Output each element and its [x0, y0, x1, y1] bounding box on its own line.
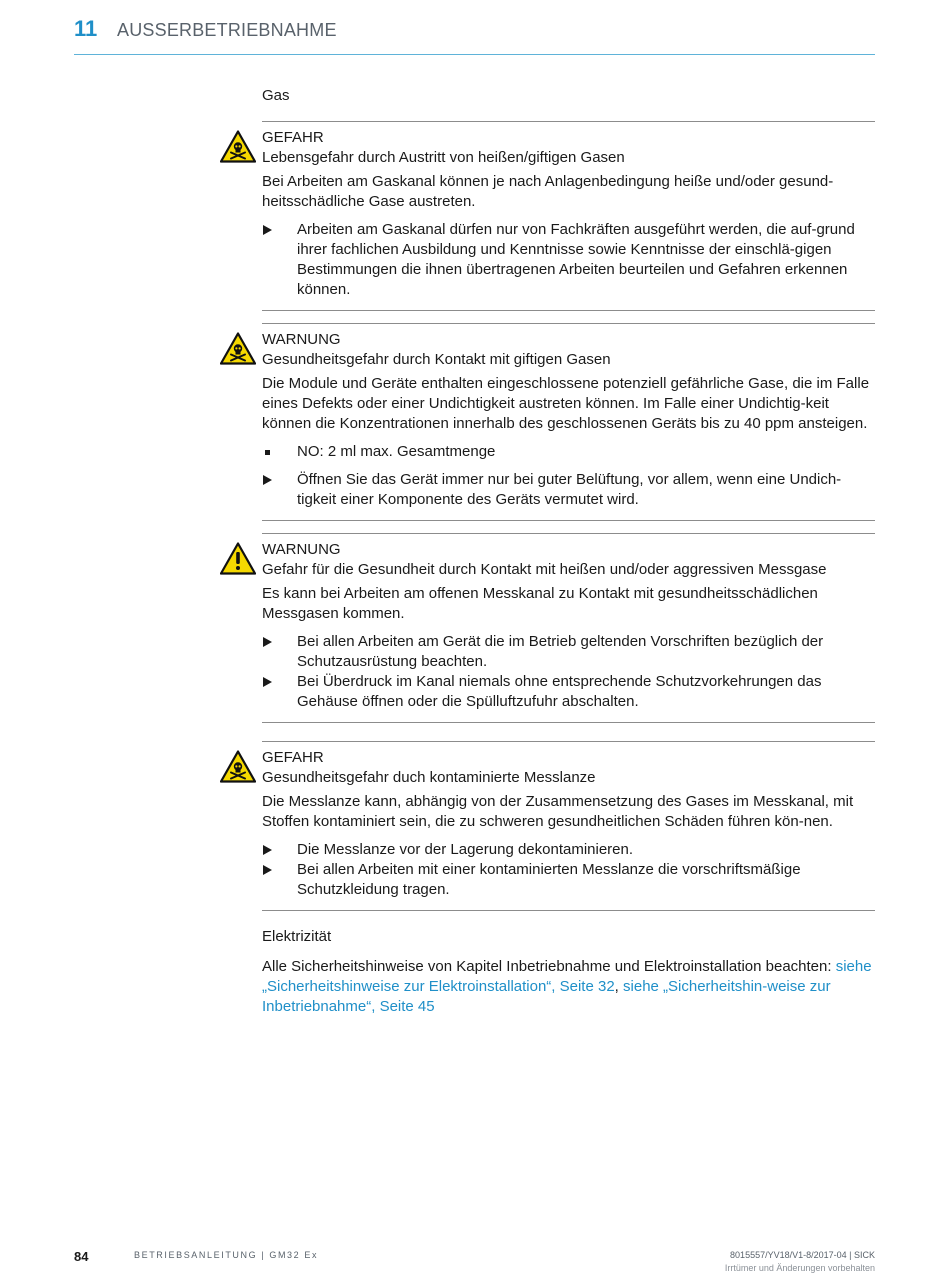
notice-danger-contaminated-lance [262, 741, 875, 911]
list-item: Arbeiten am Gaskanal dürfen nur von Fachkräften ausgeführt werden, die auf-grund ihrer fachlichen Ausbildung und Kenntnisse sowie Kenntnisse der einschlä-gigen Bestimmungen die ihnen übertragenen Arbeiten beurteilen und Gefahren erkennen können. [262, 220, 875, 300]
document-title: BETRIEBSANLEITUNG | GM32 Ex [134, 1250, 319, 1260]
chapter-title: AUSSERBETRIEBNAHME [117, 20, 337, 40]
notice-warning-aggressive-gases [262, 533, 875, 723]
page-header [74, 16, 875, 55]
notice-type: WARNUNG [262, 331, 341, 348]
link-commissioning-safety[interactable]: siehe „Sicherheitshin-weise zur Inbetriebnahme“, Seite 45 [262, 978, 831, 1015]
toxic-icon [220, 750, 256, 783]
page-number: 84 [74, 1249, 89, 1264]
notice-text: Bei Arbeiten am Gaskanal können je nach Anlagenbedingung heiße und/oder gesund-heitsschädliche Gase austreten. [262, 173, 834, 210]
document-id: 8015557/YV18/V1-8/2017-04 | SICK [730, 1250, 875, 1260]
main-content [262, 86, 875, 1017]
triangle-bullet-icon [263, 225, 272, 235]
notice-type: GEFAHR [262, 129, 324, 146]
disclaimer-note: Irrtümer und Änderungen vorbehalten [724, 1263, 875, 1273]
paragraph-text: Alle Sicherheitshinweise von Kapitel Inbetriebnahme und Elektroinstallation beachten: [262, 958, 832, 975]
notice-text: Die Messlanze kann, abhängig von der Zusammensetzung des Gases im Messkanal, mit Stoffen kontaminiert sein, die zu schweren gesundheitlichen Schäden führen kön-nen. [262, 793, 854, 830]
notice-title: Lebensgefahr durch Austritt von heißen/giftigen Gasen [262, 149, 625, 166]
notice-title: Gesundheitsgefahr duch kontaminierte Messlanze [262, 769, 596, 786]
list-item: Bei allen Arbeiten mit einer kontaminierten Messlanze die vorschriftsmäßige Schutzkleidung tragen. [262, 860, 875, 900]
square-bullet-icon [265, 450, 270, 455]
triangle-bullet-icon [263, 475, 272, 485]
notice-type: GEFAHR [262, 749, 324, 766]
triangle-bullet-icon [263, 637, 272, 647]
triangle-bullet-icon [263, 677, 272, 687]
toxic-icon [220, 130, 256, 163]
section-heading-elektrizitaet: Elektrizität [262, 928, 332, 945]
notice-danger-hot-toxic-gases [262, 121, 875, 311]
instruction-list [262, 220, 875, 300]
list-item: Bei Überdruck im Kanal niemals ohne entsprechende Schutzvorkehrungen das Gehäuse öffnen oder die Spülluftzufuhr abschalten. [262, 672, 875, 712]
notice-warning-toxic-gases [262, 323, 875, 521]
notice-title: Gesundheitsgefahr durch Kontakt mit giftigen Gasen [262, 351, 611, 368]
link-electrical-installation-safety[interactable]: siehe „Sicherheitshinweise zur Elektroinstallation“, Seite 32 [262, 958, 872, 995]
list-item: Die Messlanze vor der Lagerung dekontaminieren. [262, 840, 875, 860]
list-item: Öffnen Sie das Gerät immer nur bei guter Belüftung, vor allem, wenn eine Undich-tigkeit einer Komponente des Geräts vermutet wird. [262, 470, 875, 510]
instruction-list [262, 840, 875, 900]
notice-type: WARNUNG [262, 541, 341, 558]
notice-text: Die Module und Geräte enthalten eingeschlossene potenziell gefährliche Gase, die im Falle eines Defekts oder einer Undichtigkeit austreten können. Im Falle einer Undichtig-keit können die Konzentrationen innerhalb des geschlossenen Geräts bis zu 40 ppm ansteigen. [262, 375, 870, 432]
instruction-list [262, 632, 875, 712]
list-item: NO: 2 ml max. Gesamtmenge [262, 442, 875, 462]
notice-title: Gefahr für die Gesundheit durch Kontakt mit heißen und/oder aggressiven Messgase [262, 561, 827, 578]
chapter-number: 11 [74, 16, 98, 41]
list-item: Bei allen Arbeiten am Gerät die im Betrieb geltenden Vorschriften bezüglich der Schutzausrüstung beachten. [262, 632, 875, 672]
section-heading-gas: Gas [262, 87, 290, 104]
paragraph-electrical-safety [262, 957, 875, 1017]
toxic-icon [220, 332, 256, 365]
link-separator: , [614, 978, 624, 995]
instruction-list [262, 442, 875, 510]
triangle-bullet-icon [263, 845, 272, 855]
warning-icon [220, 542, 256, 575]
triangle-bullet-icon [263, 865, 272, 875]
notice-text: Es kann bei Arbeiten am offenen Messkanal zu Kontakt mit gesundheitsschädlichen Messgasen kommen. [262, 585, 818, 622]
